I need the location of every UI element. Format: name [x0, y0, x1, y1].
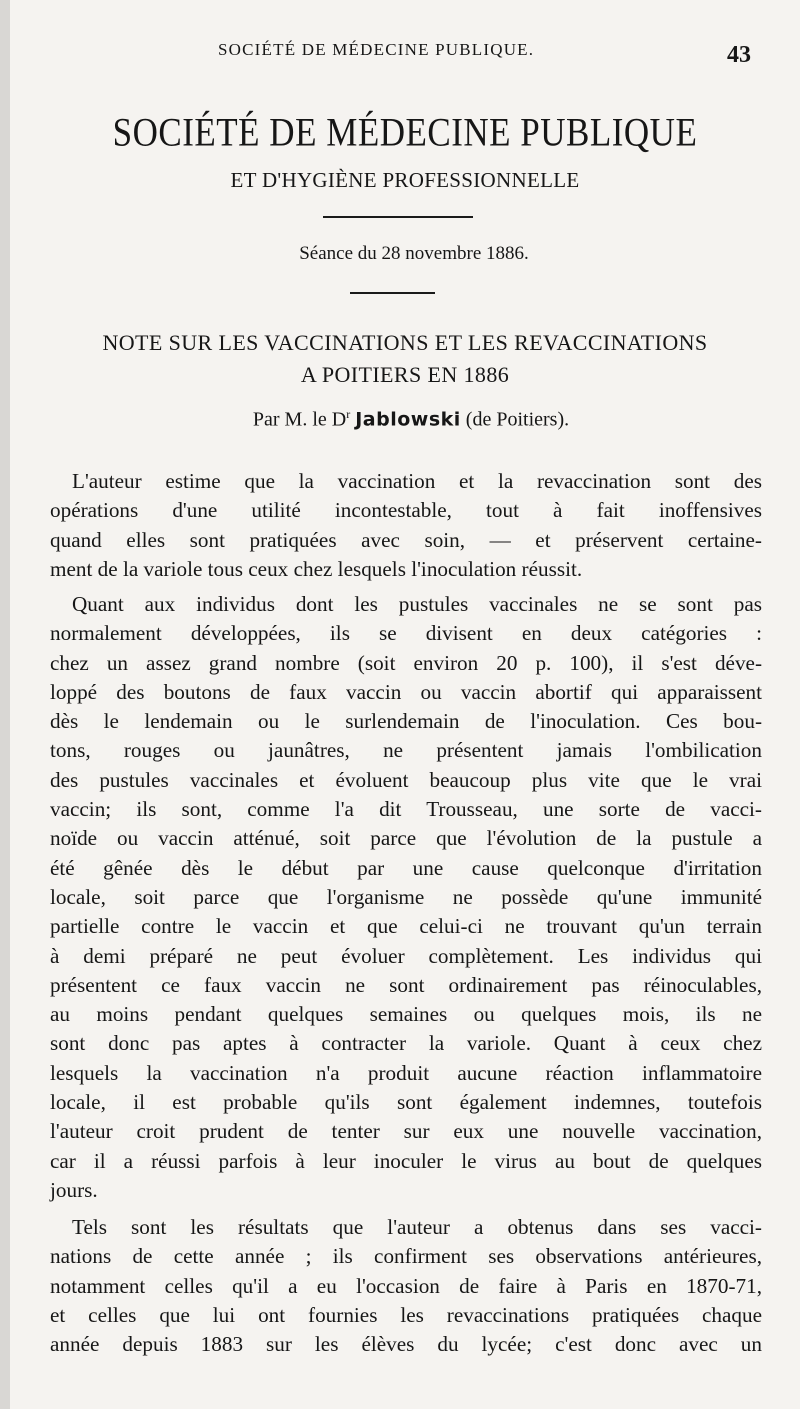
text-line: vaccin; ils sont, comme l'a dit Trousseau, une sorte de vacci-	[50, 797, 762, 822]
text-line: noïde ou vaccin atténué, soit parce que l'évolution de la pustule a	[50, 826, 762, 851]
note-title-line-2: A POITIERS EN 1886	[300, 362, 510, 387]
text-line: jours.	[50, 1177, 98, 1202]
text-line: lesquels la vaccination n'a produit aucune réaction inflammatoire	[50, 1060, 762, 1085]
text-line: dès le lendemain ou le surlendemain de l'inoculation. Ces bou-	[50, 709, 762, 734]
byline-suffix: (de Poitiers).	[465, 408, 570, 431]
note-title	[10, 327, 800, 391]
text-line: année depuis 1883 sur les élèves du lycée; c'est donc avec un	[50, 1332, 762, 1357]
text-line: au moins pendant quelques semaines ou quelques mois, ils ne	[50, 1002, 762, 1027]
text-line: sont donc pas aptes à contracter la variole. Quant à ceux chez	[50, 1031, 762, 1056]
divider-rule	[323, 216, 473, 218]
paragraph-1	[50, 467, 762, 584]
author-name: Jablowski	[355, 408, 461, 431]
paragraph-3	[50, 1213, 762, 1359]
text-line: car il a réussi parfois à leur inoculer le virus au bout de quelques	[50, 1148, 762, 1173]
note-title-line-1: NOTE SUR LES VACCINATIONS ET LES REVACCINATIONS	[102, 330, 708, 355]
text-line: des pustules vaccinales et évoluent beaucoup plus vite que le vrai	[50, 767, 762, 792]
text-line: ment de la variole tous ceux chez lesquels l'inoculation réussit.	[50, 556, 583, 581]
text-line: été gênée dès le début par une cause quelconque d'irritation	[50, 855, 762, 880]
text-line: opérations d'une utilité incontestable, tout à fait inoffensives	[50, 498, 762, 523]
text-line: locale, il est probable qu'ils sont également indemnes, toutefois	[50, 1090, 762, 1115]
byline-sup: r	[346, 407, 351, 421]
text-line: et celles que lui ont fournies les revaccinations pratiquées chaque	[50, 1302, 762, 1327]
page-number: 43	[727, 42, 751, 68]
text-line: notamment celles qu'il a eu l'occasion de faire à Paris en 1870-71,	[50, 1273, 762, 1298]
society-subtitle: ET D'HYGIÈNE PROFESSIONNELLE	[230, 168, 580, 192]
running-head	[10, 34, 800, 74]
text-line: l'auteur croit prudent de tenter sur eux une nouvelle vaccination,	[50, 1119, 762, 1144]
text-line: quand elles sont pratiquées avec soin, — et préservent certaine-	[50, 527, 762, 552]
text-line: tons, rouges ou jaunâtres, ne présentent jamais l'ombilication	[50, 738, 762, 763]
text-line: loppé des boutons de faux vaccin ou vaccin abortif qui apparaissent	[50, 679, 762, 704]
text-line: L'auteur estime que la vaccination et la revaccination sont des	[72, 469, 762, 493]
text-line: partielle contre le vaccin et que celui-ci ne trouvant qu'un terrain	[50, 914, 762, 939]
text-line: locale, soit parce que l'organisme ne possède qu'une immunité	[50, 884, 762, 909]
byline	[10, 407, 800, 432]
text-line: nations de cette année ; ils confirment ses observations antérieures,	[50, 1244, 762, 1269]
society-title: SOCIÉTÉ DE MÉDECINE PUBLIQUE	[112, 110, 698, 155]
text-line: Tels sont les résultats que l'auteur a obtenus dans ses vacci-	[72, 1215, 762, 1239]
text-line: chez un assez grand nombre (soit environ 20 p. 100), il s'est déve-	[50, 650, 762, 675]
text-line: Quant aux individus dont les pustules vaccinales ne se sont pas	[72, 592, 762, 616]
text-line: normalement développées, ils se divisent en deux catégories :	[50, 621, 762, 646]
divider-rule-short	[350, 292, 435, 294]
paragraph-2	[50, 590, 762, 1205]
text-line: à demi préparé ne peut évoluer complètement. Les individus qui	[50, 943, 762, 968]
text-line: présentent ce faux vaccin ne sont ordinairement pas réinoculables,	[50, 972, 762, 997]
running-head-title: SOCIÉTÉ DE MÉDECINE PUBLIQUE.	[218, 40, 535, 59]
seance-date: Séance du 28 novembre 1886.	[299, 243, 529, 264]
byline-prefix: Par M. le D	[252, 408, 347, 431]
